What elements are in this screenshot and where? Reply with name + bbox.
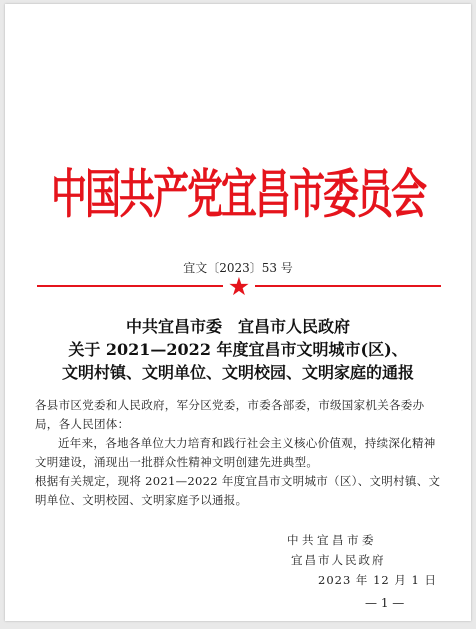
body-paragraph-2: 根据有关规定，现将 2021—2022 年度宜昌市文明城市（区）、文明村镇、文明单位、文明校园、文明家庭予以通报。 (35, 474, 441, 507)
document-number: 宜文〔2023〕53 号 (183, 261, 293, 275)
title-line-1: 中共宜昌市委 宜昌市人民政府 (125, 317, 350, 336)
body-paragraph-1: 近年来，各地各单位大力培育和践行社会主义核心价值观，持续深化精神文明建设，涌现出一批群众性精神文明创建先进典型。 (35, 436, 436, 469)
title-line-2: 关于 2021—2022 年度宜昌市文明城市(区)、 (68, 340, 408, 359)
addressee-text: 各县市区党委和人民政府，军分区党委，市委各部委，市级国家机关各委办局，各人民团体： (35, 398, 425, 431)
title-line-3: 文明村镇、文明单位、文明校园、文明家庭的通报 (61, 363, 414, 382)
issue-date: 2023 年 12 月 1 日 (318, 573, 437, 587)
document-page (5, 4, 471, 621)
issuer-masthead: 中国共产党宜昌市委员会 (50, 165, 425, 226)
red-separator-right (255, 285, 441, 287)
red-separator-left (37, 285, 223, 287)
signer-party-committee: 中共宜昌市委 (287, 533, 377, 547)
signer-government: 宜昌市人民政府 (291, 553, 386, 567)
star-icon: ★ (227, 272, 251, 301)
page-number: — 1 — (365, 596, 405, 610)
